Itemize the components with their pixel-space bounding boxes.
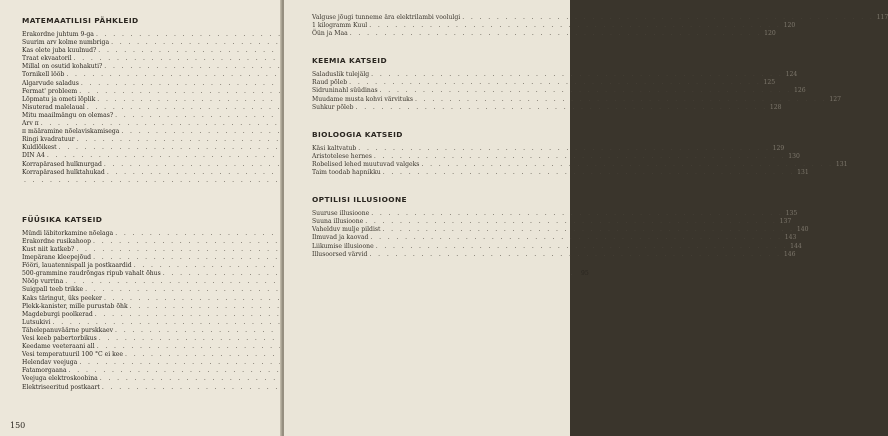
toc-entry <box>22 63 274 71</box>
toc-entry-title: Mündi läbitorkamine nõelaga <box>22 229 114 237</box>
toc-entry-page: 124 <box>785 71 798 79</box>
toc-entry-page: 95 <box>581 270 589 278</box>
toc-entry <box>312 234 797 242</box>
toc-entry-title: Lõpmatu ja ometi lõplik <box>22 95 96 103</box>
toc-entry-page: 140 <box>796 226 809 234</box>
toc-section <box>22 16 274 185</box>
toc-entry-title: Valguse jõugi tunneme ära elektrilambi voolulgi <box>312 14 461 21</box>
toc-entry <box>312 242 802 251</box>
toc-entry <box>22 39 274 47</box>
toc-entry <box>22 262 274 270</box>
toc-entry <box>22 246 274 254</box>
toc-entry <box>22 128 274 136</box>
toc-entry-page: 135 <box>785 210 798 218</box>
toc-entry <box>22 295 274 303</box>
toc-entry-title: 500-grammine raudrõngas ripub vahalt õhus <box>22 270 161 278</box>
toc-entry <box>22 177 274 185</box>
toc-entry <box>312 79 776 87</box>
toc-entry-title: Fööri, lauatennispall ja postkaardid <box>22 262 132 270</box>
dot-leader <box>374 153 786 161</box>
toc-entry-page: 117 <box>876 14 888 21</box>
toc-entry-title: Erakordne juhtum 9-ga <box>22 31 94 38</box>
toc-entry <box>22 311 274 319</box>
toc-entry-title: Suurim arv kolme numbriga <box>22 39 110 47</box>
dot-leader <box>365 218 777 226</box>
toc-entry-title: Kuldlõikest <box>22 144 57 152</box>
toc-section <box>312 129 848 177</box>
toc-entry <box>22 343 274 351</box>
toc-entry <box>22 367 274 375</box>
toc-entry-title: Ringi kvadratuur <box>22 136 75 144</box>
dot-leader <box>358 145 770 153</box>
toc-entry-title: 1 kilogramm Kuul <box>312 22 368 30</box>
toc-entry <box>22 278 274 286</box>
toc-entry-title: Traat ekvaatoril <box>22 55 72 63</box>
toc-entry-title: Suuna illusioone <box>312 218 364 226</box>
toc-entry <box>312 250 796 259</box>
toc-entry-page: 146 <box>783 250 796 258</box>
toc-entry <box>22 319 274 327</box>
toc-entry-title: Algarvude saladus <box>22 79 79 87</box>
toc-entry-title: Korrapärased hulktahukad <box>22 168 105 176</box>
toc-entry-title: Vahelduv mulje pildist <box>312 226 381 234</box>
toc-entry <box>312 169 809 177</box>
toc-entry <box>312 144 785 153</box>
right-top-entries <box>312 14 888 38</box>
right-toc <box>312 56 848 258</box>
toc-entry <box>22 80 274 88</box>
toc-entry <box>312 22 796 30</box>
toc-entry-page: 120 <box>783 22 796 30</box>
toc-section <box>312 195 809 259</box>
toc-entry-title: Suhkur põleb <box>312 103 354 111</box>
toc-entry <box>22 230 274 238</box>
toc-entry-title: Tornikell lööb <box>22 71 65 79</box>
toc-entry-page: 131 <box>835 160 848 168</box>
toc-entry <box>22 88 274 96</box>
toc-entry <box>312 160 848 169</box>
toc-entry-page: 130 <box>788 152 800 160</box>
toc-entry-title: Arv π <box>22 120 39 128</box>
toc-entry <box>22 31 274 39</box>
toc-entry <box>22 238 274 246</box>
toc-entry-title: DIN A4 <box>22 152 45 160</box>
dot-leader <box>415 96 827 104</box>
toc-entry-title: Kas olete juba kuulnud? <box>22 47 97 55</box>
toc-entry-page: 131 <box>797 169 809 177</box>
toc-entry <box>22 120 274 128</box>
toc-entry <box>312 95 842 104</box>
dot-leader <box>462 14 874 22</box>
toc-entry <box>22 144 274 152</box>
toc-entry-title: Muudame musta kohvi värvituks <box>312 95 413 103</box>
toc-entry-title: Tähelepanuväärne purskkaev <box>22 326 114 334</box>
toc-entry <box>312 152 800 161</box>
toc-entry-page: 129 <box>772 144 785 152</box>
toc-entry-page: 128 <box>769 103 782 111</box>
toc-entry-title: Plekk-kanister, mille purustab õhk <box>22 302 128 310</box>
toc-entry <box>312 87 806 95</box>
toc-entry-title: Raud põleb <box>312 79 348 87</box>
toc-entry-title: Fermat' probleem <box>22 87 78 95</box>
toc-entry-title: Suuruse illusioone <box>312 210 370 218</box>
toc-entry <box>22 327 274 335</box>
dot-leader <box>421 161 833 169</box>
section-heading: OPTILISI ILLUSIOONE <box>312 195 407 205</box>
toc-entry-title: Lutsukivi <box>22 318 51 326</box>
toc-entry <box>22 47 274 55</box>
toc-entry-page: 137 <box>779 218 792 226</box>
toc-entry-title: Käsi kaltvatub <box>312 144 357 152</box>
page-number: 150 <box>10 421 26 430</box>
toc-entry-title: π määramine nõelaviskamisega <box>22 128 120 136</box>
section-heading: MATEMAATILISI PÄHKLEID <box>22 16 139 25</box>
toc-entry-page: 125 <box>763 79 776 87</box>
dot-leader <box>369 22 781 30</box>
toc-entry <box>22 359 274 367</box>
dot-leader <box>371 210 783 218</box>
toc-entry <box>312 210 798 218</box>
toc-entry-title: Mitu maailmängu on olemas? <box>22 111 114 119</box>
toc-entry <box>312 103 782 112</box>
dot-leader <box>349 79 761 87</box>
section-heading: KEEMIA KATSEID <box>312 56 387 66</box>
toc-entry <box>312 30 776 38</box>
toc-entry <box>22 384 274 392</box>
toc-entry-title: Keedame veeteraani all <box>22 343 95 351</box>
toc-entry-title: Nisuterad malelaual <box>22 103 85 111</box>
toc-entry-page: 120 <box>764 30 776 38</box>
section-heading: BIOLOOGIA KATSEID <box>312 129 403 139</box>
toc-entry <box>22 112 274 120</box>
toc-entry <box>22 136 274 144</box>
toc-entry <box>22 152 274 160</box>
toc-entry-title: Kust niit katkeb? <box>22 245 75 253</box>
toc-entry-title: Kaks täringut, üks peeker <box>22 294 102 302</box>
toc-entry-title: Elektriseeritud postkaart <box>22 383 100 391</box>
dot-leader <box>356 104 768 112</box>
toc-entry <box>22 375 274 383</box>
toc-entry <box>22 286 274 294</box>
toc-entry-title: Fatamorgaana <box>22 367 67 375</box>
toc-entry-page: 143 <box>784 234 797 242</box>
toc-entry-title: Saladuslik tulejälg <box>312 71 370 79</box>
toc-entry-title: Öün ja Maa <box>312 30 348 38</box>
dot-leader <box>383 169 795 177</box>
dot-leader <box>380 87 792 95</box>
toc-entry <box>22 270 589 278</box>
toc-entry-title: Ilmuvad ja kaovad <box>312 234 369 242</box>
toc-entry-title: Millal on osutid kohakuti? <box>22 63 103 71</box>
toc-entry-title: Suigpall teeb trikke <box>22 286 84 294</box>
toc-entry <box>22 104 274 112</box>
toc-entry <box>22 161 274 169</box>
dot-leader <box>370 234 782 242</box>
toc-entry-title: Illusoorsed värvid <box>312 250 368 258</box>
toc-entry-title: Liikumise illusioone <box>312 242 374 250</box>
dot-leader <box>382 226 794 234</box>
dot-leader <box>350 30 762 38</box>
toc-entry <box>312 71 798 79</box>
toc-entry <box>22 254 274 262</box>
toc-entry <box>22 169 274 177</box>
toc-entry-title: Erakordne rusikahoop <box>22 237 92 245</box>
toc-entry-page: 126 <box>794 87 806 95</box>
toc-entry <box>312 218 792 226</box>
toc-section <box>312 56 842 111</box>
toc-entry-title: Magdeburgi poolkerad <box>22 310 93 318</box>
toc-entry <box>22 55 274 63</box>
dot-leader <box>371 71 783 79</box>
toc-entry-title: Helendav veejuga <box>22 359 78 367</box>
toc-entry <box>22 335 274 343</box>
toc-entry-title: Nööp vurrina <box>22 278 64 286</box>
toc-entry-title: Korrapärased hulknurgad <box>22 160 102 168</box>
toc-entry-title: Imepärane kleepejõud <box>22 254 92 262</box>
toc-entry-title: Sidruninahl süüdinas <box>312 87 378 95</box>
toc-entry-title: Vesi keeb pabertorbikus <box>22 335 97 342</box>
toc-entry <box>312 226 809 234</box>
toc-entry-title: Robelised lehed muutuvad valgeks <box>312 160 420 168</box>
section-heading: FÜÜSIKA KATSEID <box>22 214 103 224</box>
toc-entry <box>22 303 274 311</box>
toc-entry <box>22 96 274 104</box>
toc-entry <box>312 14 888 22</box>
toc-entry-title: Aristotelese hernes <box>312 152 372 160</box>
toc-entry <box>22 351 274 359</box>
toc-entry <box>22 71 274 79</box>
toc-entry-page: 144 <box>790 242 802 250</box>
toc-entry-title: Taim toodab hapnikku <box>312 169 381 177</box>
toc-entry-page: 127 <box>829 95 842 103</box>
toc-entry-title: Veejuga elektroskoobina <box>22 375 98 383</box>
dot-leader <box>369 251 781 259</box>
toc-entry-title: Vesi temperatuuril 100 °C ei kee <box>22 351 124 359</box>
dot-leader <box>376 243 788 251</box>
